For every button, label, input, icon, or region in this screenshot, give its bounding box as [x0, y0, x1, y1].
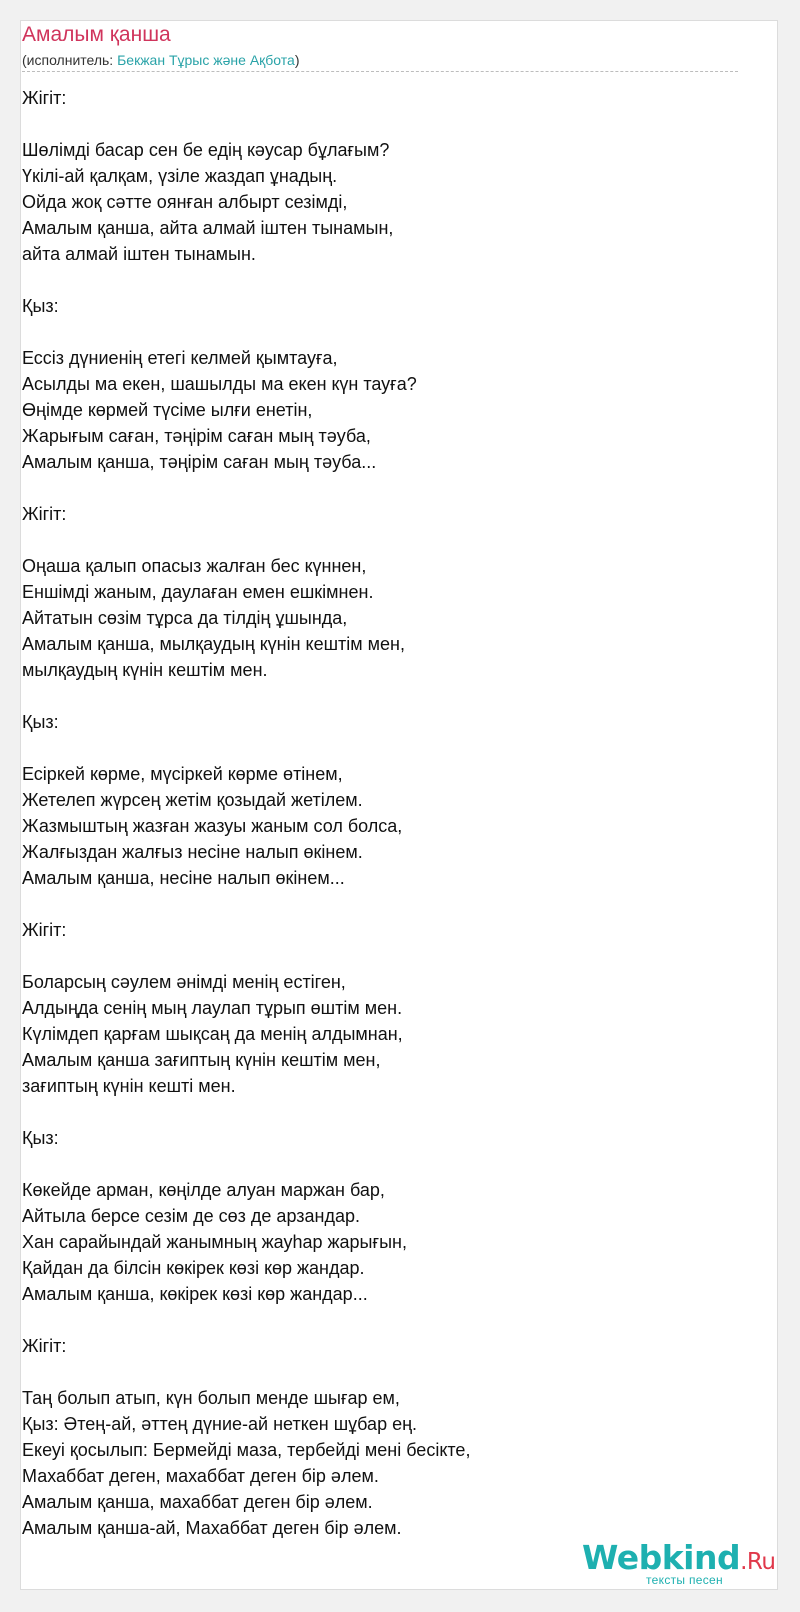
lyric-line: Амалым қанша зағиптың күнін кештім мен,: [22, 1050, 381, 1070]
lyric-line: Екеуі қосылып: Бермейді маза, тербейді мені бесікте,: [22, 1440, 471, 1460]
lyric-line: зағиптың күнін кешті мен.: [22, 1076, 236, 1096]
stanza-speaker-label: [22, 293, 738, 319]
lyric-line: Амалым қанша, көкірек көзі көр жандар...: [22, 1284, 368, 1304]
stanza-speaker-label: [22, 85, 738, 111]
performer-line: [22, 51, 738, 69]
lyric-line: Алдыңда сенің мың лаулап тұрып өштім мен.: [22, 998, 403, 1018]
lyric-line: Жарығым саған, тәңірім саған мың тәуба,: [22, 426, 371, 446]
lyric-line: мылқаудың күнін кештім мен.: [22, 660, 268, 680]
lyrics-text: [22, 85, 738, 1567]
lyric-line: Амалым қанша, несіне налып өкінем...: [22, 868, 345, 888]
stanza: [22, 1385, 738, 1541]
lyric-line: Қыз:: [22, 712, 59, 732]
lyric-line: Еншімді жаным, даулаған емен ешкімнен.: [22, 582, 374, 602]
lyric-line: Үкілі-ай қалқам, үзіле жаздап ұнадың.: [22, 166, 338, 186]
logo-name: Webkind: [582, 1538, 741, 1577]
lyric-line: Шөлімді басар сен бе едің кәусар бұлағым?: [22, 140, 390, 160]
logo-tld: .Ru: [740, 1549, 776, 1575]
lyric-line: Есіркей көрме, мүсіркей көрме өтінем,: [22, 764, 343, 784]
stanza: [22, 969, 738, 1099]
lyric-line: Амалым қанша, мылқаудың күнін кештім мен,: [22, 634, 406, 654]
stanza-speaker-label: [22, 1125, 738, 1151]
lyric-line: Жігіт:: [22, 504, 67, 524]
stanza-speaker-label: [22, 917, 738, 943]
stanza-speaker-label: [22, 1333, 738, 1359]
artist-link[interactable]: Бекжан Тұрыс және Ақбота: [117, 52, 295, 68]
lyric-line: Махаббат деген, махаббат деген бір әлем.: [22, 1466, 379, 1486]
stanza: [22, 345, 738, 475]
song-header: [22, 22, 738, 72]
song-title: Амалым қанша: [22, 23, 171, 46]
lyric-line: Күлімдеп қарғам шықсаң да менің алдымнан,: [22, 1024, 403, 1044]
lyric-line: Оңаша қалып опасыз жалған бес күннен,: [22, 556, 367, 576]
lyric-line: Қайдан да білсін көкірек көзі көр жандар.: [22, 1258, 365, 1278]
lyric-line: Таң болып атып, күн болып менде шығар ем,: [22, 1388, 400, 1408]
lyric-line: Ойда жоқ сәтте оянған албырт сезімді,: [22, 192, 348, 212]
lyric-line: Амалым қанша, тәңірім саған мың тәуба...: [22, 452, 377, 472]
lyric-line: Жігіт:: [22, 1336, 67, 1356]
stanza: [22, 553, 738, 683]
stanza-speaker-label: [22, 709, 738, 735]
lyric-line: Айтыла берсе сезім де сөз де арзандар.: [22, 1206, 360, 1226]
performer-suffix: ): [294, 52, 300, 68]
lyric-line: Қыз:: [22, 1128, 59, 1148]
lyric-line: Амалым қанша, айта алмай іштен тынамын,: [22, 218, 394, 238]
stanza: [22, 761, 738, 891]
lyric-line: Асылды ма екен, шашылды ма екен күн тауға?: [22, 374, 417, 394]
lyric-line: Жетелеп жүрсең жетім қозыдай жетілем.: [22, 790, 363, 810]
webkind-logo[interactable]: [582, 1538, 776, 1590]
stanza: [22, 137, 738, 267]
lyric-line: Қыз: Әтең-ай, әттең дүние-ай неткен шұбар ең.: [22, 1414, 418, 1434]
lyric-line: Жігіт:: [22, 88, 67, 108]
lyric-line: Көкейде арман, көңілде алуан маржан бар,: [22, 1180, 385, 1200]
lyric-line: Амалым қанша-ай, Махаббат деген бір әлем.: [22, 1518, 402, 1538]
lyric-line: Боларсың сәулем әнімді менің естіген,: [22, 972, 346, 992]
logo-tagline: тексты песен: [646, 1573, 723, 1587]
performer-prefix: (исполнитель:: [22, 52, 118, 68]
lyric-line: Хан сарайындай жанымның жауһар жарығын,: [22, 1232, 407, 1252]
lyric-line: Ессіз дүниенің етегі келмей қымтауға,: [22, 348, 338, 368]
header-divider: [22, 71, 738, 72]
lyric-line: айта алмай іштен тынамын.: [22, 244, 256, 264]
lyric-line: Жазмыштың жазған жазуы жаным сол болса,: [22, 816, 403, 836]
lyric-line: Амалым қанша, махаббат деген бір әлем.: [22, 1492, 373, 1512]
lyric-line: Қыз:: [22, 296, 59, 316]
lyric-line: Айтатын сөзім тұрса да тілдің ұшында,: [22, 608, 348, 628]
lyric-line: Өңімде көрмей түсіме ылғи енетін,: [22, 400, 313, 420]
stanza-speaker-label: [22, 501, 738, 527]
stanza: [22, 1177, 738, 1307]
lyric-line: Жалғыздан жалғыз несіне налып өкінем.: [22, 842, 363, 862]
lyric-line: Жігіт:: [22, 920, 67, 940]
